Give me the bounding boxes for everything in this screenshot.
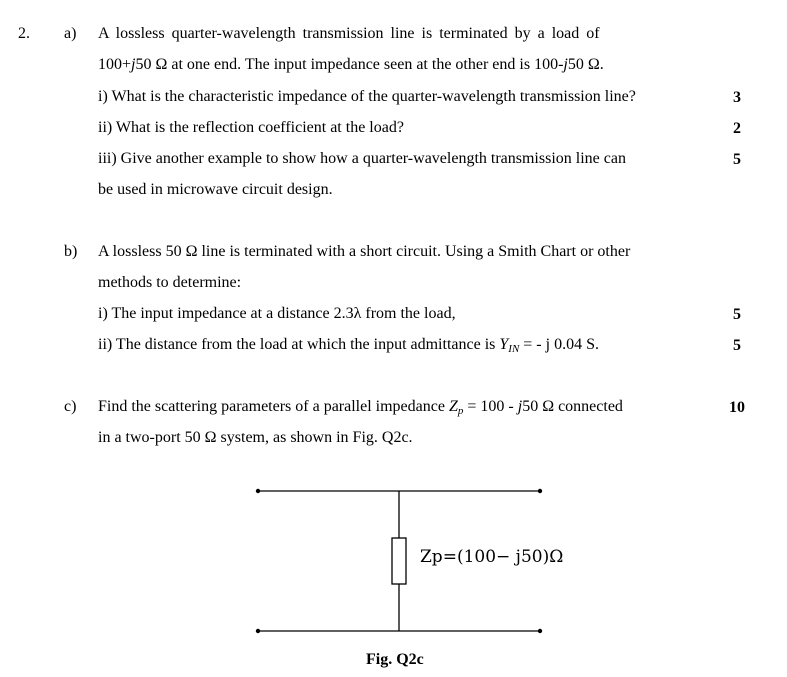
part-c-label: c) [64, 398, 77, 415]
part-b-i-marks: 5 [733, 306, 741, 323]
figure-caption: Fig. Q2c [366, 651, 424, 668]
part-a-question-iii-line2: be used in microwave circuit design. [98, 181, 333, 198]
impedance-label: Zp=(100− j50)Ω [420, 547, 564, 567]
part-a-ii-marks: 2 [733, 120, 741, 137]
part-a-line2: 100+j50 Ω at one end. The input impedance seen at the other end is 100-j50 Ω. [98, 56, 604, 73]
top-right-terminal [538, 489, 542, 493]
top-left-terminal [256, 489, 260, 493]
part-a-question-iii-line1: iii) Give another example to show how a quarter-wavelength transmission line can [98, 150, 626, 167]
part-a-i-marks: 3 [733, 89, 741, 106]
bottom-right-terminal [538, 629, 542, 633]
part-a-question-ii: ii) What is the reflection coefficient at the load? [98, 119, 404, 136]
part-a-iii-marks: 5 [733, 151, 741, 168]
part-b-question-ii: ii) The distance from the load at which the input admittance is $Y_{IN}$ = - j 0.04 S. [98, 336, 599, 355]
part-a-line1: A lossless quarter-wavelength transmission line is terminated by a load of [98, 25, 600, 42]
part-b-ii-marks: 5 [733, 337, 741, 354]
part-a-label: a) [64, 25, 77, 42]
part-b-line2: methods to determine: [98, 274, 242, 291]
bottom-left-terminal [256, 629, 260, 633]
part-b-label: b) [64, 243, 78, 260]
question-number: 2. [18, 25, 30, 42]
part-c-marks: 10 [729, 399, 745, 416]
impedance-box [392, 538, 406, 584]
part-c-line2: in a two-port 50 Ω system, as shown in Fig. Q2c. [98, 429, 413, 446]
part-b-question-i: i) The input impedance at a distance 2.3λ from the load, [98, 305, 456, 322]
part-a-question-i: i) What is the characteristic impedance of the quarter-wavelength transmission line? [98, 88, 636, 105]
part-b-line1: A lossless 50 Ω line is terminated with a short circuit. Using a Smith Chart or other [98, 243, 631, 260]
part-c-line1: Find the scattering parameters of a parallel impedance $Z_p = 100 - j50$ Ω connected [98, 398, 623, 417]
